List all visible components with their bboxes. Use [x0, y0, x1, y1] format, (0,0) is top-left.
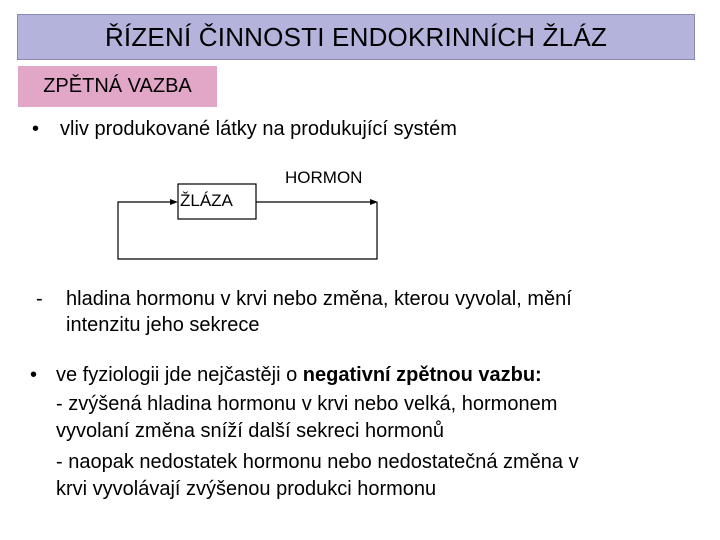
gland-label: ŽLÁZA [180, 191, 233, 210]
dash-item-line-2: intenzitu jeho sekrece [66, 314, 260, 336]
section-heading-text: ZPĚTNÁ VAZBA [43, 75, 192, 97]
bullet-2-emphasis: negativní zpětnou vazbu: [302, 364, 542, 386]
dash-item-line-1: hladina hormonu v krvi nebo změna, kterou vyvolal, mění [66, 288, 572, 310]
hormone-label: HORMON [285, 168, 363, 187]
bullet-1-marker: • [32, 118, 40, 140]
bullet-1-text: vliv produkované látky na produkující systém [60, 118, 457, 140]
dash-item-marker: - [36, 288, 43, 310]
bullet-2-line-5: krvi vyvolávají zvýšenou produkci hormonu [56, 478, 437, 500]
bullet-2-marker: • [30, 364, 38, 386]
slide-title-text: ŘÍZENÍ ČINNOSTI ENDOKRINNÍCH ŽLÁZ [104, 21, 608, 52]
bullet-2-line-3: vyvolaní změna sníží další sekreci hormonů [56, 420, 444, 442]
bullet-2-line-4: - naopak nedostatek hormonu nebo nedostatečná změna v [56, 451, 579, 473]
feedback-arrowhead [170, 199, 178, 205]
bullet-2-line-1 [56, 362, 542, 388]
bullet-2-intro: ve fyziologii jde nejčastěji o [56, 364, 303, 386]
bullet-2-line-2: - zvýšená hladina hormonu v krvi nebo velká, hormonem [56, 393, 558, 415]
